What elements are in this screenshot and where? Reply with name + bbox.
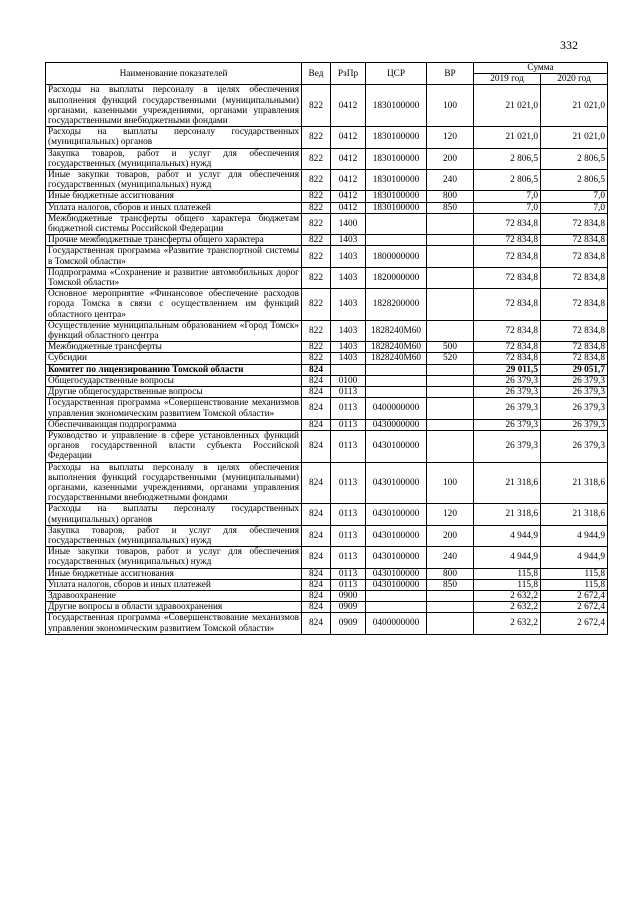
table-row: [46, 364, 608, 375]
cell-vr: [427, 364, 474, 375]
cell-ved: 824: [302, 375, 331, 386]
cell-sum-2020: 72 834,8: [541, 353, 608, 364]
cell-ved: 824: [302, 364, 331, 375]
cell-csr: 0430000000: [366, 419, 427, 430]
cell-rzpr: 0412: [331, 148, 366, 169]
table-row: [46, 246, 608, 267]
header-sum: Сумма: [474, 63, 608, 74]
cell-sum-2020: 4 944,9: [541, 547, 608, 568]
cell-sum-2019: 72 834,8: [474, 289, 541, 321]
cell-ved: 824: [302, 419, 331, 430]
cell-sum-2019: 72 834,8: [474, 213, 541, 234]
cell-vr: 200: [427, 525, 474, 546]
cell-csr: 0430100000: [366, 547, 427, 568]
table-row: [46, 235, 608, 246]
cell-vr: 100: [427, 462, 474, 504]
cell-csr: 0430100000: [366, 568, 427, 579]
cell-sum-2020: 7,0: [541, 191, 608, 202]
cell-name: Комитет по лицензированию Томской области: [46, 364, 302, 375]
table-row: [46, 267, 608, 288]
cell-ved: 824: [302, 579, 331, 590]
cell-sum-2019: 26 379,3: [474, 430, 541, 462]
cell-sum-2020: 26 379,3: [541, 398, 608, 419]
cell-name: Здравоохранение: [46, 590, 302, 601]
cell-sum-2019: 7,0: [474, 191, 541, 202]
cell-rzpr: 1400: [331, 213, 366, 234]
cell-sum-2020: 21 021,0: [541, 127, 608, 148]
cell-sum-2019: 2 806,5: [474, 148, 541, 169]
budget-table: [45, 62, 608, 635]
cell-name: Межбюджетные трансферты: [46, 342, 302, 353]
table-row: [46, 148, 608, 169]
cell-sum-2020: 29 051,7: [541, 364, 608, 375]
table-row: [46, 387, 608, 398]
cell-vr: [427, 213, 474, 234]
cell-name: Основное мероприятие «Финансовое обеспечение расходов города Томска в связи с осуществлением им функций областного центра»: [46, 289, 302, 321]
cell-ved: 824: [302, 568, 331, 579]
cell-ved: 822: [302, 289, 331, 321]
cell-sum-2019: 4 944,9: [474, 547, 541, 568]
cell-sum-2019: 21 021,0: [474, 127, 541, 148]
cell-name: Межбюджетные трансферты общего характера бюджетам бюджетной системы Российской Федерации: [46, 213, 302, 234]
cell-rzpr: 0412: [331, 202, 366, 213]
cell-sum-2019: 115,8: [474, 568, 541, 579]
cell-sum-2019: 26 379,3: [474, 398, 541, 419]
cell-vr: 120: [427, 127, 474, 148]
page-number: 332: [560, 38, 578, 52]
table-row: [46, 375, 608, 386]
cell-ved: 824: [302, 430, 331, 462]
cell-sum-2019: 7,0: [474, 202, 541, 213]
cell-rzpr: [331, 364, 366, 375]
cell-sum-2019: 26 379,3: [474, 387, 541, 398]
cell-vr: 240: [427, 547, 474, 568]
cell-sum-2020: 2 806,5: [541, 148, 608, 169]
cell-csr: 0430100000: [366, 504, 427, 525]
cell-name: Расходы на выплаты персоналу в целях обеспечения выполнения функций государственными (муниципальными) органами, казенными учреждениями, органами управления государственными внебюджетными фондами: [46, 85, 302, 127]
cell-csr: 1830100000: [366, 170, 427, 191]
table-header: [46, 63, 608, 85]
cell-name: Уплата налогов, сборов и иных платежей: [46, 202, 302, 213]
cell-sum-2019: 2 806,5: [474, 170, 541, 191]
cell-vr: 850: [427, 579, 474, 590]
cell-rzpr: 1403: [331, 289, 366, 321]
cell-csr: [366, 364, 427, 375]
cell-name: Субсидии: [46, 353, 302, 364]
cell-ved: 822: [302, 202, 331, 213]
cell-name: Иные закупки товаров, работ и услуг для обеспечения государственных (муниципальных) нужд: [46, 547, 302, 568]
cell-rzpr: 0909: [331, 602, 366, 613]
cell-sum-2020: 72 834,8: [541, 320, 608, 341]
cell-name: Расходы на выплаты персоналу в целях обеспечения выполнения функций государственными (муниципальными) органами, казенными учреждениями, органами управления государственными внебюджетными фондами: [46, 462, 302, 504]
cell-vr: 800: [427, 568, 474, 579]
cell-sum-2020: 72 834,8: [541, 267, 608, 288]
cell-ved: 824: [302, 613, 331, 634]
table-row: [46, 504, 608, 525]
cell-vr: [427, 375, 474, 386]
cell-csr: 1830100000: [366, 202, 427, 213]
cell-rzpr: 0412: [331, 85, 366, 127]
cell-sum-2019: 21 021,0: [474, 85, 541, 127]
cell-csr: 1828240М60: [366, 342, 427, 353]
table-row: [46, 85, 608, 127]
table-row: [46, 419, 608, 430]
cell-vr: 800: [427, 191, 474, 202]
cell-sum-2019: 21 318,6: [474, 504, 541, 525]
cell-rzpr: 0100: [331, 375, 366, 386]
cell-vr: [427, 398, 474, 419]
cell-vr: [427, 289, 474, 321]
cell-name: Государственная программа «Развитие транспортной системы в Томской области»: [46, 246, 302, 267]
cell-csr: [366, 213, 427, 234]
cell-name: Государственная программа «Совершенствование механизмов управления экономическим развитием Томской области»: [46, 398, 302, 419]
table-row: [46, 430, 608, 462]
cell-rzpr: 0412: [331, 191, 366, 202]
cell-ved: 824: [302, 504, 331, 525]
cell-sum-2020: 26 379,3: [541, 387, 608, 398]
cell-sum-2020: 72 834,8: [541, 213, 608, 234]
table-row: [46, 353, 608, 364]
cell-name: Расходы на выплаты персоналу государственных (муниципальных) органов: [46, 504, 302, 525]
cell-csr: 1828240М60: [366, 320, 427, 341]
table-row: [46, 579, 608, 590]
cell-csr: 1828240М60: [366, 353, 427, 364]
table-row: [46, 462, 608, 504]
cell-csr: 0400000000: [366, 398, 427, 419]
cell-ved: 824: [302, 462, 331, 504]
cell-name: Закупка товаров, работ и услуг для обеспечения государственных (муниципальных) нужд: [46, 148, 302, 169]
cell-name: Иные бюджетные ассигнования: [46, 568, 302, 579]
header-name: Наименование показателей: [46, 63, 302, 85]
cell-name: Другие общегосударственные вопросы: [46, 387, 302, 398]
cell-sum-2019: 29 011,5: [474, 364, 541, 375]
cell-vr: [427, 602, 474, 613]
cell-rzpr: 1403: [331, 320, 366, 341]
cell-csr: 1830100000: [366, 127, 427, 148]
cell-csr: 1830100000: [366, 148, 427, 169]
cell-sum-2019: 21 318,6: [474, 462, 541, 504]
cell-vr: [427, 590, 474, 601]
table-row: [46, 590, 608, 601]
cell-sum-2020: 4 944,9: [541, 525, 608, 546]
table-row: [46, 525, 608, 546]
cell-ved: 822: [302, 246, 331, 267]
table-row: [46, 127, 608, 148]
cell-vr: 240: [427, 170, 474, 191]
cell-rzpr: 0113: [331, 398, 366, 419]
cell-sum-2020: 26 379,3: [541, 419, 608, 430]
table-row: [46, 342, 608, 353]
header-csr: ЦСР: [366, 63, 427, 85]
table-body: [46, 85, 608, 634]
cell-rzpr: 0113: [331, 462, 366, 504]
cell-ved: 824: [302, 525, 331, 546]
cell-ved: 822: [302, 85, 331, 127]
cell-vr: 500: [427, 342, 474, 353]
cell-vr: [427, 430, 474, 462]
cell-ved: 824: [302, 398, 331, 419]
cell-name: Общегосударственные вопросы: [46, 375, 302, 386]
cell-csr: [366, 375, 427, 386]
cell-sum-2019: 2 632,2: [474, 613, 541, 634]
cell-sum-2019: 72 834,8: [474, 246, 541, 267]
cell-rzpr: 0113: [331, 419, 366, 430]
cell-sum-2019: 72 834,8: [474, 267, 541, 288]
cell-rzpr: 1403: [331, 246, 366, 267]
cell-sum-2020: 72 834,8: [541, 289, 608, 321]
cell-ved: 822: [302, 170, 331, 191]
cell-sum-2020: 72 834,8: [541, 246, 608, 267]
cell-sum-2019: 26 379,3: [474, 375, 541, 386]
cell-sum-2020: 2 672,4: [541, 602, 608, 613]
cell-csr: 0430100000: [366, 525, 427, 546]
cell-name: Обеспечивающая подпрограмма: [46, 419, 302, 430]
cell-ved: 822: [302, 213, 331, 234]
cell-sum-2020: 21 021,0: [541, 85, 608, 127]
cell-vr: [427, 320, 474, 341]
cell-csr: 0400000000: [366, 613, 427, 634]
cell-rzpr: 0113: [331, 547, 366, 568]
cell-csr: [366, 387, 427, 398]
cell-rzpr: 1403: [331, 342, 366, 353]
cell-vr: [427, 613, 474, 634]
cell-ved: 822: [302, 127, 331, 148]
table-row: [46, 602, 608, 613]
cell-sum-2019: 72 834,8: [474, 353, 541, 364]
cell-name: Подпрограмма «Сохранение и развитие автомобильных дорог Томской области»: [46, 267, 302, 288]
header-ved: Вед: [302, 63, 331, 85]
cell-ved: 822: [302, 342, 331, 353]
cell-rzpr: 0909: [331, 613, 366, 634]
cell-rzpr: 1403: [331, 353, 366, 364]
cell-name: Расходы на выплаты персоналу государственных (муниципальных) органов: [46, 127, 302, 148]
cell-sum-2020: 2 806,5: [541, 170, 608, 191]
cell-ved: 824: [302, 602, 331, 613]
cell-sum-2020: 115,8: [541, 579, 608, 590]
cell-sum-2019: 4 944,9: [474, 525, 541, 546]
cell-ved: 824: [302, 590, 331, 601]
cell-ved: 822: [302, 353, 331, 364]
cell-csr: 0430100000: [366, 430, 427, 462]
cell-ved: 822: [302, 320, 331, 341]
cell-name: Иные бюджетные ассигнования: [46, 191, 302, 202]
header-year-2020: 2020 год: [541, 74, 608, 85]
cell-name: Уплата налогов, сборов и иных платежей: [46, 579, 302, 590]
cell-csr: [366, 590, 427, 601]
cell-sum-2020: 26 379,3: [541, 430, 608, 462]
cell-vr: [427, 246, 474, 267]
cell-rzpr: 0113: [331, 568, 366, 579]
cell-vr: 850: [427, 202, 474, 213]
cell-sum-2020: 21 318,6: [541, 462, 608, 504]
cell-sum-2019: 2 632,2: [474, 590, 541, 601]
cell-csr: 0430100000: [366, 462, 427, 504]
table-row: [46, 320, 608, 341]
cell-name: Прочие межбюджетные трансферты общего характера: [46, 235, 302, 246]
cell-csr: [366, 602, 427, 613]
cell-sum-2019: 72 834,8: [474, 342, 541, 353]
cell-rzpr: 0900: [331, 590, 366, 601]
cell-csr: 1830100000: [366, 85, 427, 127]
table-row: [46, 613, 608, 634]
cell-ved: 822: [302, 148, 331, 169]
cell-vr: 200: [427, 148, 474, 169]
cell-sum-2020: 72 834,8: [541, 235, 608, 246]
table-row: [46, 191, 608, 202]
table-row: [46, 170, 608, 191]
cell-vr: [427, 267, 474, 288]
cell-name: Другие вопросы в области здравоохранения: [46, 602, 302, 613]
cell-rzpr: 0113: [331, 430, 366, 462]
cell-vr: 520: [427, 353, 474, 364]
cell-rzpr: 0412: [331, 127, 366, 148]
cell-vr: [427, 235, 474, 246]
cell-sum-2020: 115,8: [541, 568, 608, 579]
cell-sum-2020: 72 834,8: [541, 342, 608, 353]
cell-ved: 822: [302, 191, 331, 202]
header-year-2019: 2019 год: [474, 74, 541, 85]
cell-ved: 822: [302, 235, 331, 246]
cell-csr: 1830100000: [366, 191, 427, 202]
table-row: [46, 202, 608, 213]
cell-rzpr: 1403: [331, 267, 366, 288]
cell-vr: [427, 419, 474, 430]
cell-rzpr: 0113: [331, 504, 366, 525]
cell-csr: 1800000000: [366, 246, 427, 267]
cell-ved: 824: [302, 387, 331, 398]
cell-csr: 1820000000: [366, 267, 427, 288]
cell-rzpr: 0113: [331, 525, 366, 546]
cell-vr: [427, 387, 474, 398]
cell-sum-2020: 2 672,4: [541, 590, 608, 601]
cell-rzpr: 1403: [331, 235, 366, 246]
cell-rzpr: 0412: [331, 170, 366, 191]
cell-rzpr: 0113: [331, 579, 366, 590]
cell-sum-2019: 72 834,8: [474, 320, 541, 341]
cell-sum-2020: 2 672,4: [541, 613, 608, 634]
table-row: [46, 398, 608, 419]
cell-csr: 0430100000: [366, 579, 427, 590]
cell-vr: 100: [427, 85, 474, 127]
cell-name: Закупка товаров, работ и услуг для обеспечения государственных (муниципальных) нужд: [46, 525, 302, 546]
cell-ved: 824: [302, 547, 331, 568]
cell-sum-2019: 115,8: [474, 579, 541, 590]
table-row: [46, 289, 608, 321]
cell-name: Руководство и управление в сфере установленных функций органов государственной власти субъекта Российской Федерации: [46, 430, 302, 462]
cell-name: Осуществление муниципальным образованием «Город Томск» функций областного центра: [46, 320, 302, 341]
cell-csr: [366, 235, 427, 246]
cell-sum-2019: 26 379,3: [474, 419, 541, 430]
cell-sum-2019: 2 632,2: [474, 602, 541, 613]
cell-ved: 822: [302, 267, 331, 288]
cell-sum-2019: 72 834,8: [474, 235, 541, 246]
cell-rzpr: 0113: [331, 387, 366, 398]
table-row: [46, 547, 608, 568]
header-vr: ВР: [427, 63, 474, 85]
cell-sum-2020: 21 318,6: [541, 504, 608, 525]
cell-csr: 1828200000: [366, 289, 427, 321]
table-row: [46, 213, 608, 234]
header-rzpr: РзПр: [331, 63, 366, 85]
cell-vr: 120: [427, 504, 474, 525]
table-row: [46, 568, 608, 579]
cell-sum-2020: 26 379,3: [541, 375, 608, 386]
cell-name: Государственная программа «Совершенствование механизмов управления экономическим развитием Томской области»: [46, 613, 302, 634]
cell-name: Иные закупки товаров, работ и услуг для обеспечения государственных (муниципальных) нужд: [46, 170, 302, 191]
cell-sum-2020: 7,0: [541, 202, 608, 213]
